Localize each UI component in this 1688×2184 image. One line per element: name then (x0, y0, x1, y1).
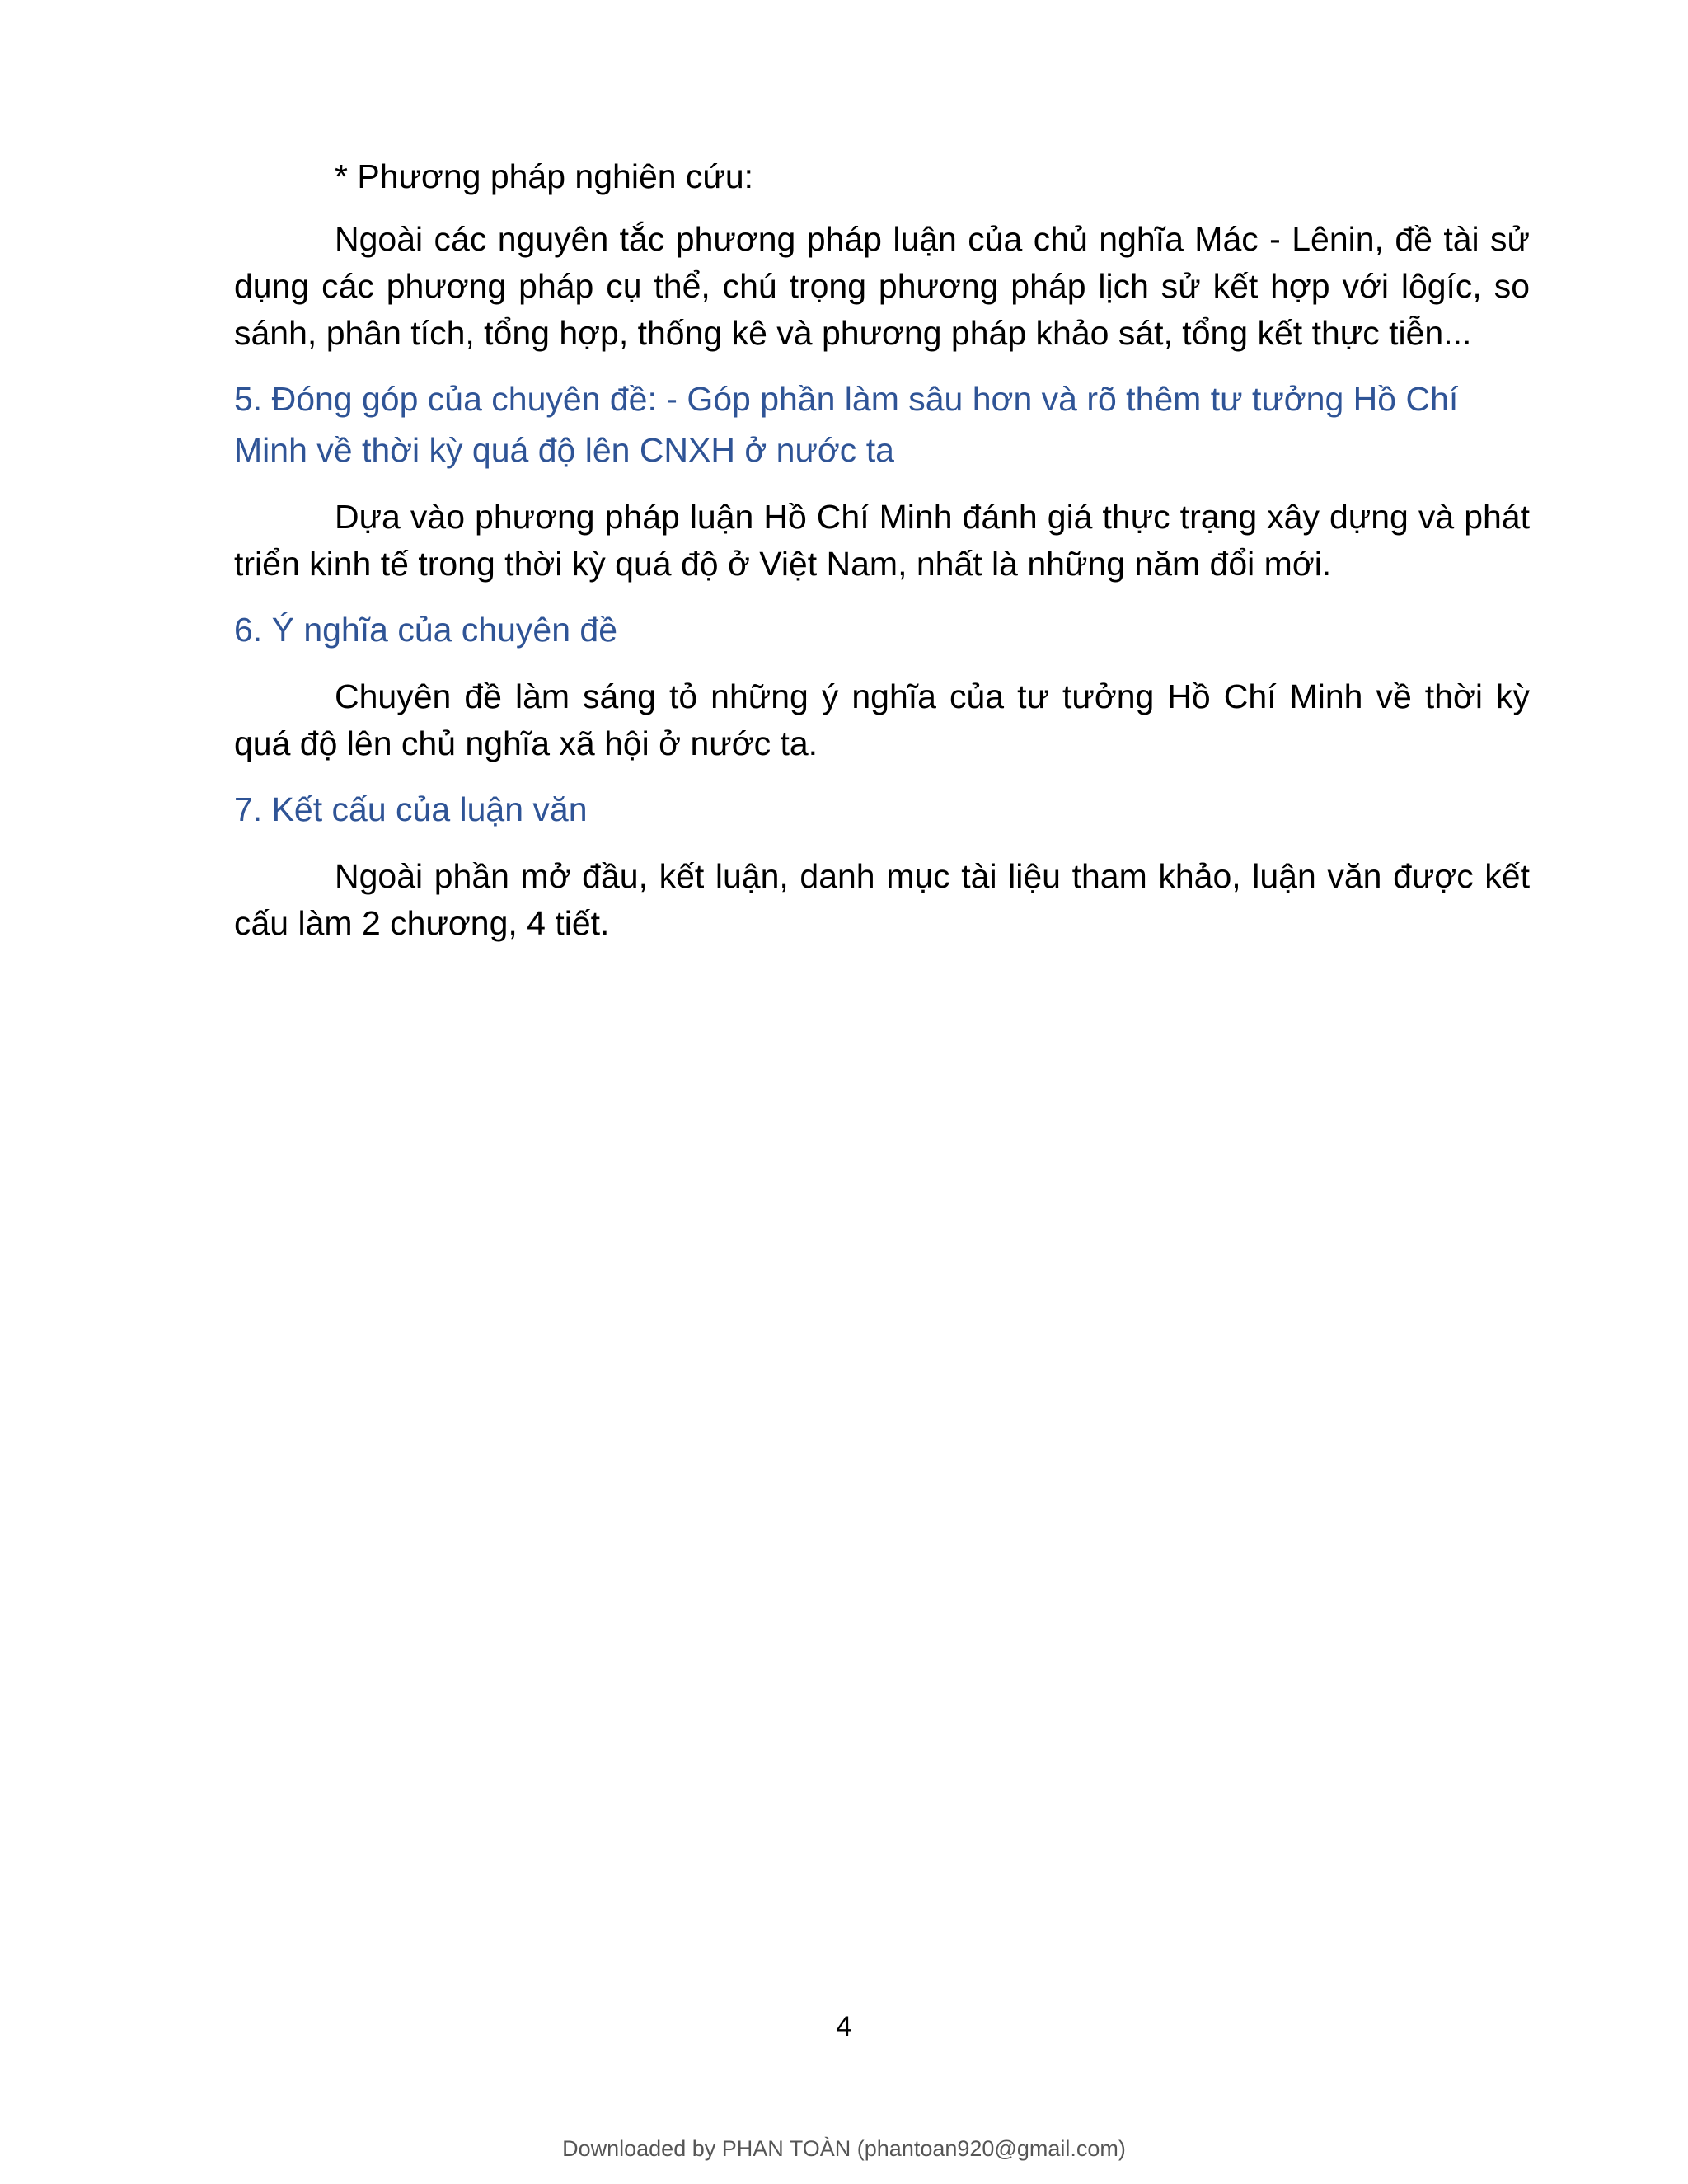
download-footer: Downloaded by PHAN TOÀN (phantoan920@gmail.com) (562, 2136, 1126, 2161)
page-number: 4 (836, 2011, 852, 2042)
methods-paragraph: Ngoài các nguyên tắc phương pháp luận của chủ nghĩa Mác - Lênin, đề tài sử dụng các phương pháp cụ thể, chú trọng phương pháp lịch sử kết hợp với lôgíc, so sánh, phân tích, tổng hợp, thống kê và phương pháp khảo sát, tổng kết thực tiễn... (234, 220, 1530, 352)
page-content (234, 153, 1530, 947)
section-7-paragraph: Ngoài phần mở đầu, kết luận, danh mục tài liệu tham khảo, luận văn được kết cấu làm 2 chương, 4 tiết. (234, 857, 1530, 942)
section-heading-5: 5. Đóng góp của chuyên đề: - Góp phần làm sâu hơn và rõ thêm tư tưởng Hồ Chí Minh về thời kỳ quá độ lên CNXH ở nước ta (234, 380, 1459, 469)
section-5-paragraph: Dựa vào phương pháp luận Hồ Chí Minh đánh giá thực trạng xây dựng và phát triển kinh tế trong thời kỳ quá độ ở Việt Nam, nhất là những năm đổi mới. (234, 498, 1530, 583)
section-heading-7: 7. Kết cấu của luận văn (234, 790, 588, 828)
section-6-paragraph: Chuyên đề làm sáng tỏ những ý nghĩa của tư tưởng Hồ Chí Minh về thời kỳ quá độ lên chủ nghĩa xã hội ở nước ta. (234, 677, 1530, 762)
methods-label: * Phương pháp nghiên cứu: (335, 157, 754, 195)
section-heading-6: 6. Ý nghĩa của chuyên đề (234, 611, 618, 649)
